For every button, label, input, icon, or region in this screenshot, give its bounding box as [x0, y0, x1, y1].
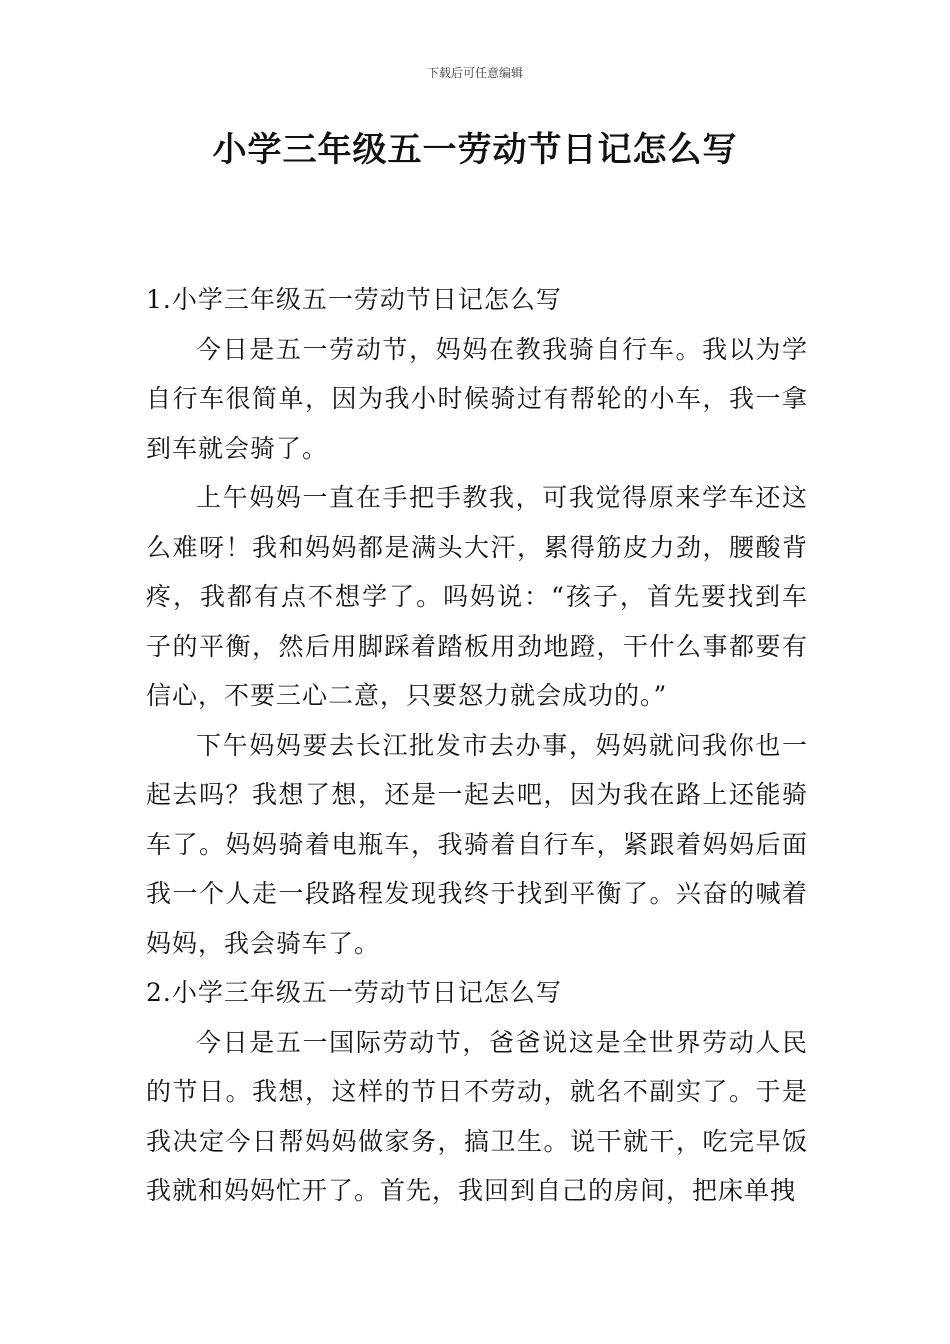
document-title: 小学三年级五一劳动节日记怎么写 — [212, 130, 738, 170]
section-heading: 1.小学三年级五一劳动节日记怎么写 — [146, 285, 562, 314]
paragraph: 上午妈妈一直在手把手教我，可我觉得原来学车还这么难呀！我和妈妈都是满头大汗，累得筋皮力劲，腰酸背疼，我都有点不想学了。吗妈说：“孩子，首先要找到车子的平衡，然后用脚踩着踏板用劲地蹬，干什么事都要有信心，不要三心二意，只要怒力就会成功的。” — [146, 483, 808, 710]
document-body — [146, 275, 808, 1216]
section-heading: 2.小学三年级五一劳动节日记怎么写 — [146, 978, 562, 1007]
paragraph: 今日是五一国际劳动节，爸爸说这是全世界劳动人民的节日。我想，这样的节日不劳动，就名不副实了。于是我决定今日帮妈妈做家务，搞卫生。说干就干，吃完早饭我就和妈妈忙开了。首先，我回到自己的房间，把床单拽 — [146, 1027, 808, 1205]
section-1 — [146, 275, 808, 968]
paragraph: 下午妈妈要去长江批发市去办事，妈妈就问我你也一起去吗？我想了想，还是一起去吧，因为我在路上还能骑车了。妈妈骑着电瓶车，我骑着自行车，紧跟着妈妈后面我一个人走一段路程发现我终于找到平衡了。兴奋的喊着妈妈，我会骑车了。 — [146, 730, 808, 958]
section-2 — [146, 968, 808, 1216]
header-note: 下载后可任意编辑 — [426, 66, 523, 80]
paragraph: 今日是五一劳动节，妈妈在教我骑自行车。我以为学自行车很简单，因为我小时候骑过有帮轮的小车，我一拿到车就会骑了。 — [146, 334, 808, 463]
